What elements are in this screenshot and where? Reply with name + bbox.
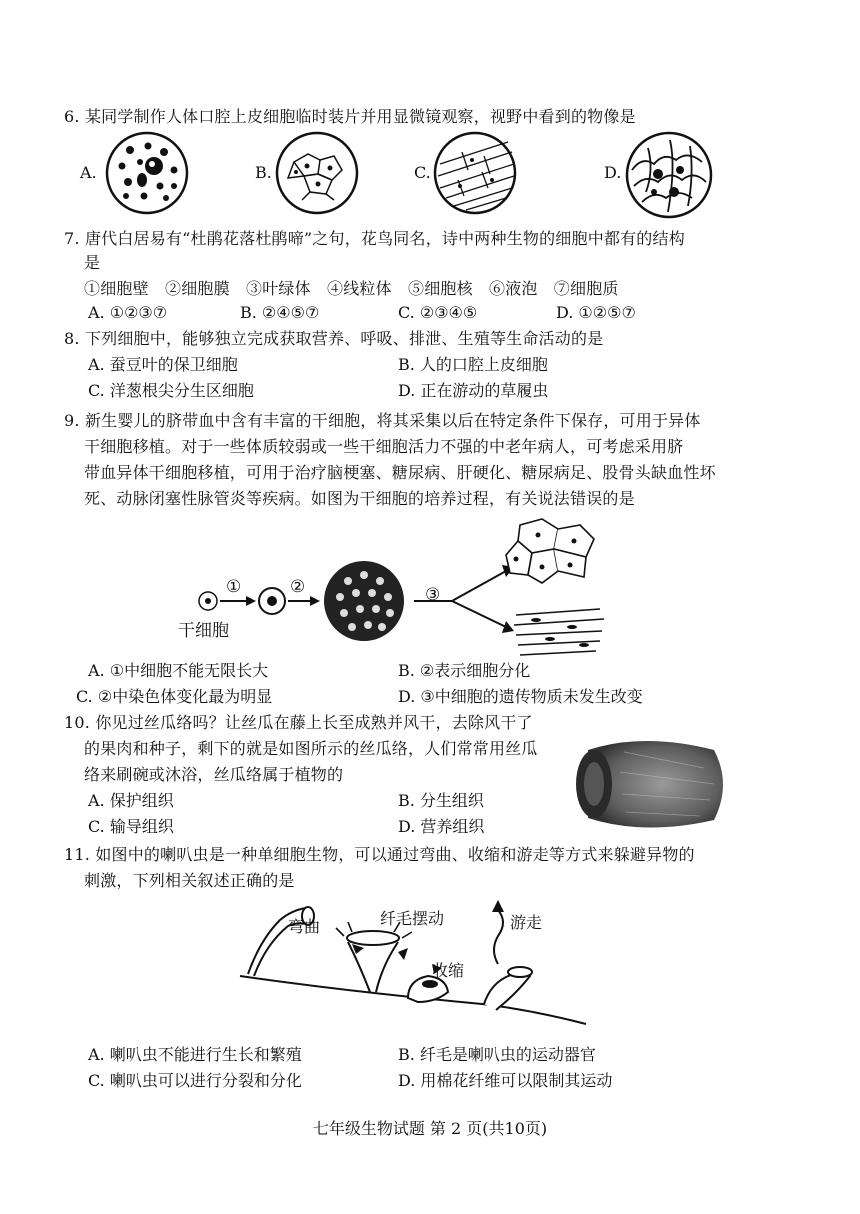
q11-line1: 11. 如图中的喇叭虫是一种单细胞生物，可以通过弯曲、收缩和游走等方式来躲避异物的 <box>64 845 695 864</box>
q11-option-b: B. 纤毛是喇叭虫的运动器官 <box>398 1045 596 1064</box>
q11-option-c: C. 喇叭虫可以进行分裂和分化 <box>88 1071 302 1090</box>
q9-option-d: D. ③中细胞的遗传物质未发生改变 <box>398 687 643 706</box>
page-footer: 七年级生物试题 第 2 页(共10页) <box>312 1119 548 1138</box>
q9-line3: 带血异体干细胞移植，可用于治疗脑梗塞、糖尿病、肝硬化、糖尿病足、股骨头缺血性坏 <box>84 463 716 482</box>
q7-option-b: B. ②④⑤⑦ <box>240 303 320 322</box>
q10-line3: 络来刷碗或沐浴，丝瓜络属于植物的 <box>84 765 344 784</box>
q7-option-c: C. ②③④⑤ <box>398 303 478 322</box>
q9-step2-label: ② <box>290 577 306 597</box>
q11-contract-label: 收缩 <box>432 961 465 980</box>
q10-option-d: D. 营养组织 <box>398 817 485 836</box>
q11-option-a: A. 喇叭虫不能进行生长和繁殖 <box>88 1045 302 1064</box>
q6-option-a-label: A. <box>80 163 97 182</box>
q8-option-c: C. 洋葱根尖分生区细胞 <box>88 381 254 400</box>
q6-image-b <box>274 130 360 216</box>
q9-option-b: B. ②表示细胞分化 <box>398 661 531 680</box>
q8-option-a: A. 蚕豆叶的保卫细胞 <box>88 355 238 374</box>
q8-stem: 8. 下列细胞中，能够独立完成获取营养、呼吸、排泄、生殖等生命活动的是 <box>64 329 604 348</box>
q7-option-a: A. ①②③⑦ <box>88 303 168 322</box>
q11-cilia-label: 纤毛摆动 <box>380 909 445 928</box>
q10-loofah-image <box>564 728 734 840</box>
q6-option-d-label: D. <box>604 163 622 182</box>
q11-swim-label: 游走 <box>510 913 543 932</box>
q10-line1: 10. 你见过丝瓜络吗？让丝瓜在藤上长至成熟并风干，去除风干了 <box>64 713 533 732</box>
q8-option-d: D. 正在游动的草履虫 <box>398 381 549 400</box>
q9-stem-cell-label: 干细胞 <box>178 621 229 641</box>
q10-line2: 的果肉和种子，剩下的就是如图所示的丝瓜络，人们常常用丝瓜 <box>84 739 538 758</box>
q7-option-d: D. ①②⑤⑦ <box>556 303 636 322</box>
q6-image-c <box>432 130 518 216</box>
q9-step1-label: ① <box>226 577 242 597</box>
q10-option-b: B. 分生组织 <box>398 791 484 810</box>
q6-option-c-label: C. <box>414 163 431 182</box>
q6-option-b-label: B. <box>255 163 272 182</box>
q9-step3-label: ③ <box>425 585 441 605</box>
q10-option-a: A. 保护组织 <box>88 791 174 810</box>
q8-option-b: B. 人的口腔上皮细胞 <box>398 355 548 374</box>
q6-stem: 6. 某同学制作人体口腔上皮细胞临时装片并用显微镜观察，视野中看到的物像是 <box>64 107 636 126</box>
q7-stem-line1: 7. 唐代白居易有“杜鹃花落杜鹃啼”之句，花鸟同名，诗中两种生物的细胞中都有的结构 <box>64 229 685 248</box>
q9-option-a: A. ①中细胞不能无限长大 <box>88 661 269 680</box>
q9-line2: 干细胞移植。对于一些体质较弱或一些干细胞活力不强的中老年病人，可考虑采用脐 <box>84 437 684 456</box>
q9-line4: 死、动脉闭塞性脉管炎等疾病。如图为干细胞的培养过程，有关说法错误的是 <box>84 489 635 508</box>
q10-option-c: C. 输导组织 <box>88 817 174 836</box>
q11-line2: 刺激，下列相关叙述正确的是 <box>84 871 295 890</box>
q11-bend-label: 弯曲 <box>288 917 321 936</box>
q9-line1: 9. 新生婴儿的脐带血中含有丰富的干细胞，将其采集以后在特定条件下保存，可用于异体 <box>64 411 701 430</box>
q11-option-d: D. 用棉花纤维可以限制其运动 <box>398 1071 613 1090</box>
q6-image-a <box>104 130 190 216</box>
q7-items: ①细胞壁 ②细胞膜 ③叶绿体 ④线粒体 ⑤细胞核 ⑥液泡 ⑦细胞质 <box>84 279 619 298</box>
q9-stem-cell-figure <box>180 515 620 665</box>
q7-stem-line2: 是 <box>84 253 101 272</box>
q6-image-d <box>624 130 714 220</box>
q9-option-c: C. ②中染色体变化最为明显 <box>76 687 273 706</box>
